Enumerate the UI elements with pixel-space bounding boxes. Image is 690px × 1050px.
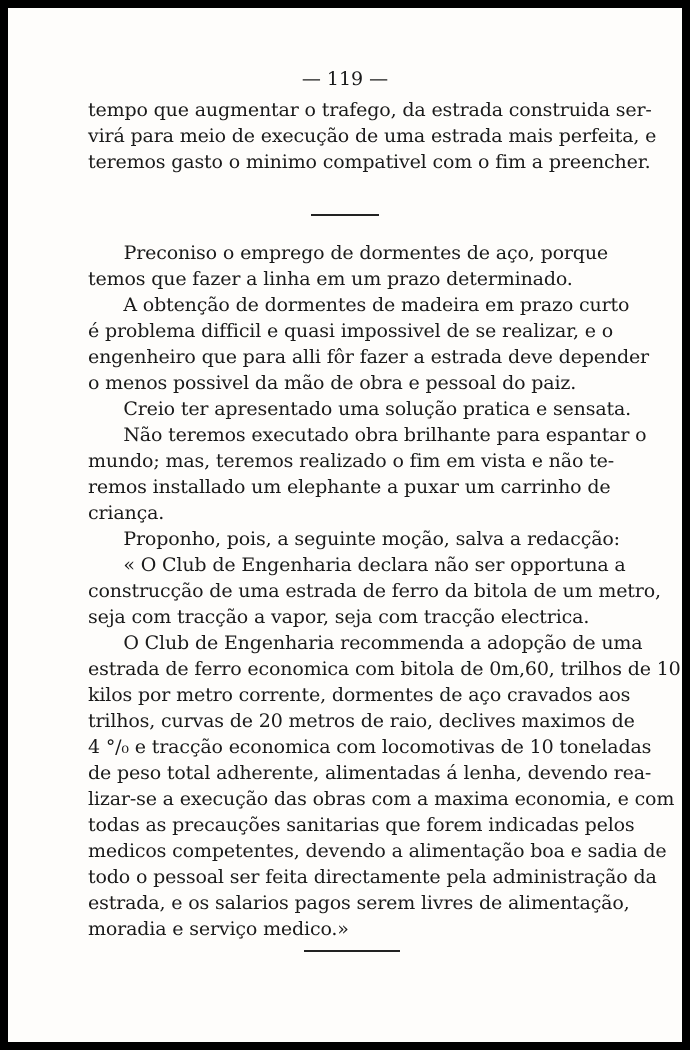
section-divider: [311, 214, 379, 216]
text-line: Creio ter apresentado uma solução pratica e sensata.: [88, 398, 632, 420]
text-line: de peso total adherente, alimentadas á lenha, devendo rea-: [88, 762, 652, 784]
text-line: Proponho, pois, a seguinte moção, salva a redacção:: [88, 528, 620, 550]
text-line: O Club de Engenharia recommenda a adopção de uma: [88, 632, 643, 654]
text-line: Não teremos executado obra brilhante para espantar o: [88, 424, 647, 446]
text-line: criança.: [88, 502, 165, 524]
page-number: — 119 —: [301, 68, 389, 90]
text-line: tempo que augmentar o trafego, da estrada construida ser-: [88, 99, 652, 121]
text-line: « O Club de Engenharia declara não ser opportuna a: [88, 554, 626, 576]
text-line: todo o pessoal ser feita directamente pela administração da: [88, 866, 657, 888]
text-line: temos que fazer a linha em um prazo determinado.: [88, 268, 573, 290]
text-line: teremos gasto o minimo compativel com o fim a preencher.: [88, 151, 651, 173]
text-line: trilhos, curvas de 20 metros de raio, declives maximos de: [88, 710, 635, 732]
text-line: engenheiro que para alli fôr fazer a estrada deve depender: [88, 346, 649, 368]
text-line: virá para meio de execução de uma estrada mais perfeita, e: [88, 125, 657, 147]
text-line: mundo; mas, teremos realizado o fim em vista e não te-: [88, 450, 614, 472]
main-text: [88, 240, 681, 942]
text-line: todas as precauções sanitarias que forem indicadas pelos: [88, 814, 635, 836]
text-line: kilos por metro corrente, dormentes de aço cravados aos: [88, 684, 631, 706]
text-line: A obtenção de dormentes de madeira em prazo curto: [88, 294, 630, 316]
end-divider: [304, 950, 400, 952]
paragraph-continuation: [88, 97, 657, 175]
text-line: moradia e serviço medico.»: [88, 918, 349, 940]
text-line: medicos competentes, devendo a alimentação boa e sadia de: [88, 840, 667, 862]
text-line: o menos possivel da mão de obra e pessoal do paiz.: [88, 372, 577, 394]
text-line: remos installado um elephante a puxar um carrinho de: [88, 476, 611, 498]
book-page: [8, 8, 682, 1042]
text-line: 4 °/₀ e tracção economica com locomotivas de 10 toneladas: [88, 736, 652, 758]
text-line: seja com tracção a vapor, seja com tracção electrica.: [88, 606, 590, 628]
text-line: Preconiso o emprego de dormentes de aço, porque: [88, 242, 608, 264]
text-line: lizar-se a execução das obras com a maxima economia, e com: [88, 788, 675, 810]
text-line: construcção de uma estrada de ferro da bitola de um metro,: [88, 580, 661, 602]
text-line: estrada, e os salarios pagos serem livres de alimentação,: [88, 892, 630, 914]
text-line: estrada de ferro economica com bitola de 0m,60, trilhos de 10: [88, 658, 681, 680]
text-line: é problema difficil e quasi impossivel de se realizar, e o: [88, 320, 614, 342]
